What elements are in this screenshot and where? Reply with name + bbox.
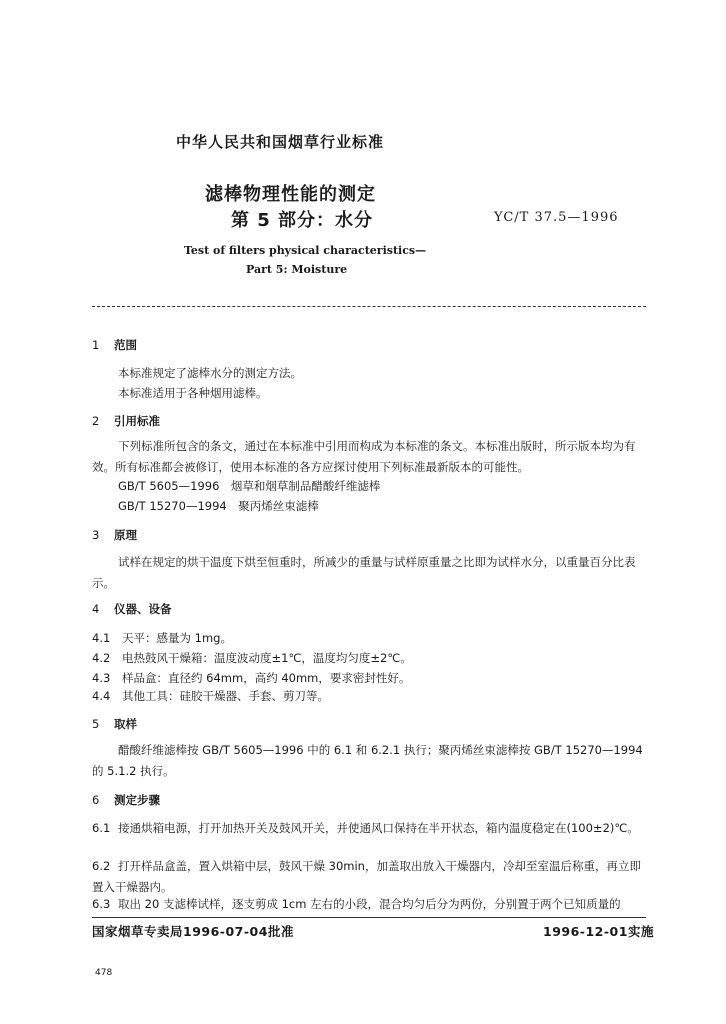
section-3-heading — [92, 527, 137, 543]
clause-number: 6.2 — [92, 859, 111, 873]
clause-text: 打开样品盒盖，置入烘箱中层，鼓风干燥 30min，加盖取出放入干燥器内，冷却至室温后称重，再立即置入干燥器内。 — [92, 859, 641, 894]
clause-text: 样品盒：直径约 64mm，高约 40mm，要求密封性好。 — [122, 671, 411, 685]
section-title: 范围 — [114, 338, 137, 352]
section-title: 引用标准 — [114, 414, 160, 428]
paragraph: 醋酸纤维滤棒按 GB/T 5605—1996 中的 6.1 和 6.2.1 执行；聚丙烯丝束滤棒按 GB/T 15270—1994 的 5.1.2 执行。 — [92, 743, 643, 778]
document-title-line2: 第 5 部分：水分 — [231, 210, 374, 231]
clause-item — [92, 688, 329, 704]
page-number: 478 — [95, 968, 113, 978]
clause-item — [92, 856, 646, 898]
header-divider — [92, 306, 646, 307]
document-title-line1: 滤棒物理性能的测定 — [205, 184, 376, 205]
section-2-heading — [92, 413, 160, 429]
section-4-heading — [92, 601, 172, 617]
issuing-body-heading: 中华人民共和国烟草行业标准 — [176, 133, 385, 151]
paragraph-line: 本标准适用于各种烟用滤棒。 — [118, 386, 268, 400]
section-title: 仪器、设备 — [114, 602, 172, 616]
clause-number: 4.3 — [92, 671, 111, 685]
paragraph-line: 本标准规定了滤棒水分的测定方法。 — [118, 366, 302, 380]
footer-divider — [92, 917, 646, 918]
normative-reference: GB/T 15270—1994 聚丙烯丝束滤棒 — [118, 499, 319, 513]
clause-number: 4.4 — [92, 689, 111, 703]
section-number: 1 — [92, 338, 100, 352]
implementation-date: 1996-12-01实施 — [543, 924, 654, 939]
paragraph: 试样在规定的烘干温度下烘至恒重时，所减少的重量与试样原重量之比即为试样水分，以重量百分比表示。 — [92, 555, 636, 590]
english-title-line2: Part 5: Moisture — [246, 263, 348, 276]
normative-reference: GB/T 5605—1996 烟草和烟草制品醋酸纤维滤棒 — [118, 479, 381, 493]
clause-number: 4.2 — [92, 651, 111, 665]
clause-item — [92, 894, 646, 914]
clause-item — [92, 670, 410, 686]
standard-code: YC/T 37.5—1996 — [494, 210, 619, 225]
section-number: 4 — [92, 602, 100, 616]
clause-item — [92, 818, 646, 839]
english-title-line1: Test of filters physical characteristics— — [184, 244, 427, 257]
clause-text: 其他工具：硅胶干燥器、手套、剪刀等。 — [122, 689, 329, 703]
clause-item — [92, 630, 232, 646]
clause-text: 取出 20 支滤棒试样，逐支剪成 1cm 左右的小段，混合均匀后分为两份，分别置于两个已知质量的 — [118, 897, 621, 911]
section-5-heading — [92, 716, 137, 732]
section-title: 测定步骤 — [114, 793, 160, 807]
section-number: 2 — [92, 414, 100, 428]
clause-number: 6.3 — [92, 897, 111, 911]
clause-item — [92, 650, 412, 666]
section-title: 取样 — [114, 717, 137, 731]
section-1-heading — [92, 337, 137, 353]
section-number: 5 — [92, 717, 100, 731]
section-number: 6 — [92, 793, 100, 807]
section-6-heading — [92, 792, 160, 808]
approval-line: 国家烟草专卖局1996-07-04批准 — [92, 924, 294, 939]
clause-text: 天平：感量为 1mg。 — [122, 631, 232, 645]
section-title: 原理 — [114, 528, 137, 542]
clause-number: 4.1 — [92, 631, 111, 645]
paragraph: 下列标准所包含的条文，通过在本标准中引用而构成为本标准的条文。本标准出版时，所示版本均为有效。所有标准都会被修订，使用本标准的各方应探讨使用下列标准最新版本的可能性。 — [92, 439, 636, 474]
section-number: 3 — [92, 528, 100, 542]
clause-text: 电热鼓风干燥箱：温度波动度±1℃，温度均匀度±2℃。 — [122, 651, 412, 665]
clause-number: 6.1 — [92, 821, 111, 835]
clause-text: 接通烘箱电源，打开加热开关及鼓风开关，并使通风口保持在半开状态，箱内温度稳定在(100±2)℃。 — [118, 821, 639, 835]
